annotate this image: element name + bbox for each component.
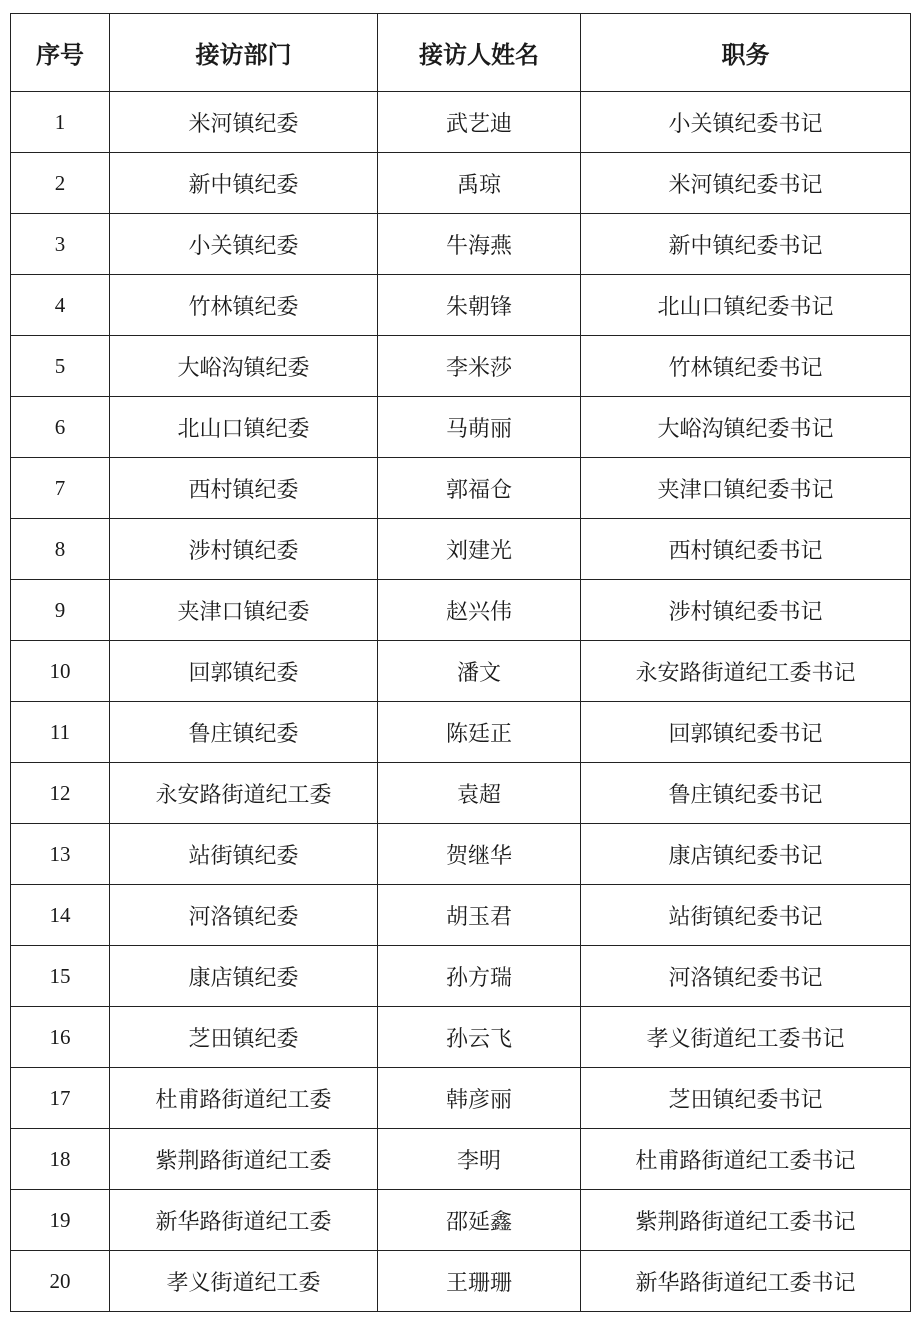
- cell-receiver-name: 贺继华: [378, 824, 581, 885]
- cell-receiver-name: 陈廷正: [378, 702, 581, 763]
- cell-serial-number: 17: [11, 1068, 110, 1129]
- cell-serial-number: 20: [11, 1251, 110, 1312]
- table-row: [11, 641, 911, 702]
- table-row: [11, 336, 911, 397]
- cell-position: 夹津口镇纪委书记: [581, 458, 911, 519]
- table-header-row: [11, 14, 911, 92]
- cell-receiver-name: 武艺迪: [378, 92, 581, 153]
- cell-receiver-name: 马萌丽: [378, 397, 581, 458]
- cell-receiver-name: 韩彦丽: [378, 1068, 581, 1129]
- cell-receiver-name: 赵兴伟: [378, 580, 581, 641]
- cell-department: 回郭镇纪委: [110, 641, 378, 702]
- cell-position: 康店镇纪委书记: [581, 824, 911, 885]
- cell-serial-number: 4: [11, 275, 110, 336]
- cell-position: 北山口镇纪委书记: [581, 275, 911, 336]
- cell-receiver-name: 邵延鑫: [378, 1190, 581, 1251]
- cell-department: 孝义街道纪工委: [110, 1251, 378, 1312]
- cell-department: 新华路街道纪工委: [110, 1190, 378, 1251]
- cell-serial-number: 9: [11, 580, 110, 641]
- cell-position: 竹林镇纪委书记: [581, 336, 911, 397]
- table-row: [11, 702, 911, 763]
- reception-table-container: [10, 13, 910, 1312]
- cell-position: 米河镇纪委书记: [581, 153, 911, 214]
- table-row: [11, 519, 911, 580]
- cell-receiver-name: 孙方瑞: [378, 946, 581, 1007]
- cell-department: 新中镇纪委: [110, 153, 378, 214]
- cell-department: 芝田镇纪委: [110, 1007, 378, 1068]
- cell-position: 紫荆路街道纪工委书记: [581, 1190, 911, 1251]
- cell-position: 河洛镇纪委书记: [581, 946, 911, 1007]
- cell-serial-number: 5: [11, 336, 110, 397]
- cell-receiver-name: 郭福仓: [378, 458, 581, 519]
- table-row: [11, 1068, 911, 1129]
- cell-department: 北山口镇纪委: [110, 397, 378, 458]
- cell-department: 紫荆路街道纪工委: [110, 1129, 378, 1190]
- cell-serial-number: 14: [11, 885, 110, 946]
- cell-position: 回郭镇纪委书记: [581, 702, 911, 763]
- cell-department: 大峪沟镇纪委: [110, 336, 378, 397]
- header-receiver-name: 接访人姓名: [378, 14, 581, 92]
- cell-receiver-name: 李米莎: [378, 336, 581, 397]
- cell-receiver-name: 胡玉君: [378, 885, 581, 946]
- cell-department: 涉村镇纪委: [110, 519, 378, 580]
- table-row: [11, 1251, 911, 1312]
- cell-receiver-name: 禹琼: [378, 153, 581, 214]
- cell-serial-number: 18: [11, 1129, 110, 1190]
- header-position: 职务: [581, 14, 911, 92]
- cell-serial-number: 16: [11, 1007, 110, 1068]
- cell-serial-number: 12: [11, 763, 110, 824]
- table-row: [11, 885, 911, 946]
- cell-serial-number: 7: [11, 458, 110, 519]
- cell-department: 鲁庄镇纪委: [110, 702, 378, 763]
- table-row: [11, 153, 911, 214]
- cell-receiver-name: 朱朝锋: [378, 275, 581, 336]
- table-row: [11, 458, 911, 519]
- cell-position: 涉村镇纪委书记: [581, 580, 911, 641]
- cell-receiver-name: 牛海燕: [378, 214, 581, 275]
- cell-department: 小关镇纪委: [110, 214, 378, 275]
- table-row: [11, 214, 911, 275]
- table-row: [11, 1129, 911, 1190]
- cell-serial-number: 11: [11, 702, 110, 763]
- cell-position: 孝义街道纪工委书记: [581, 1007, 911, 1068]
- table-row: [11, 92, 911, 153]
- table-row: [11, 946, 911, 1007]
- cell-position: 杜甫路街道纪工委书记: [581, 1129, 911, 1190]
- table-row: [11, 763, 911, 824]
- cell-department: 夹津口镇纪委: [110, 580, 378, 641]
- cell-position: 芝田镇纪委书记: [581, 1068, 911, 1129]
- table-row: [11, 1007, 911, 1068]
- cell-department: 河洛镇纪委: [110, 885, 378, 946]
- cell-department: 米河镇纪委: [110, 92, 378, 153]
- table-row: [11, 824, 911, 885]
- cell-receiver-name: 王珊珊: [378, 1251, 581, 1312]
- cell-position: 新华路街道纪工委书记: [581, 1251, 911, 1312]
- cell-serial-number: 3: [11, 214, 110, 275]
- cell-position: 西村镇纪委书记: [581, 519, 911, 580]
- cell-position: 永安路街道纪工委书记: [581, 641, 911, 702]
- cell-serial-number: 2: [11, 153, 110, 214]
- cell-receiver-name: 刘建光: [378, 519, 581, 580]
- cell-receiver-name: 袁超: [378, 763, 581, 824]
- header-department: 接访部门: [110, 14, 378, 92]
- table-row: [11, 397, 911, 458]
- cell-position: 鲁庄镇纪委书记: [581, 763, 911, 824]
- cell-receiver-name: 李明: [378, 1129, 581, 1190]
- cell-serial-number: 10: [11, 641, 110, 702]
- cell-department: 康店镇纪委: [110, 946, 378, 1007]
- cell-serial-number: 15: [11, 946, 110, 1007]
- cell-position: 小关镇纪委书记: [581, 92, 911, 153]
- table-row: [11, 275, 911, 336]
- cell-serial-number: 13: [11, 824, 110, 885]
- cell-receiver-name: 潘文: [378, 641, 581, 702]
- table-row: [11, 1190, 911, 1251]
- table-row: [11, 580, 911, 641]
- cell-receiver-name: 孙云飞: [378, 1007, 581, 1068]
- cell-serial-number: 8: [11, 519, 110, 580]
- cell-serial-number: 6: [11, 397, 110, 458]
- cell-position: 大峪沟镇纪委书记: [581, 397, 911, 458]
- cell-department: 永安路街道纪工委: [110, 763, 378, 824]
- cell-position: 新中镇纪委书记: [581, 214, 911, 275]
- table-body: [11, 92, 911, 1312]
- cell-department: 杜甫路街道纪工委: [110, 1068, 378, 1129]
- cell-position: 站街镇纪委书记: [581, 885, 911, 946]
- cell-department: 西村镇纪委: [110, 458, 378, 519]
- cell-department: 站街镇纪委: [110, 824, 378, 885]
- cell-serial-number: 1: [11, 92, 110, 153]
- header-serial-number: 序号: [11, 14, 110, 92]
- cell-serial-number: 19: [11, 1190, 110, 1251]
- cell-department: 竹林镇纪委: [110, 275, 378, 336]
- reception-table: [10, 13, 911, 1312]
